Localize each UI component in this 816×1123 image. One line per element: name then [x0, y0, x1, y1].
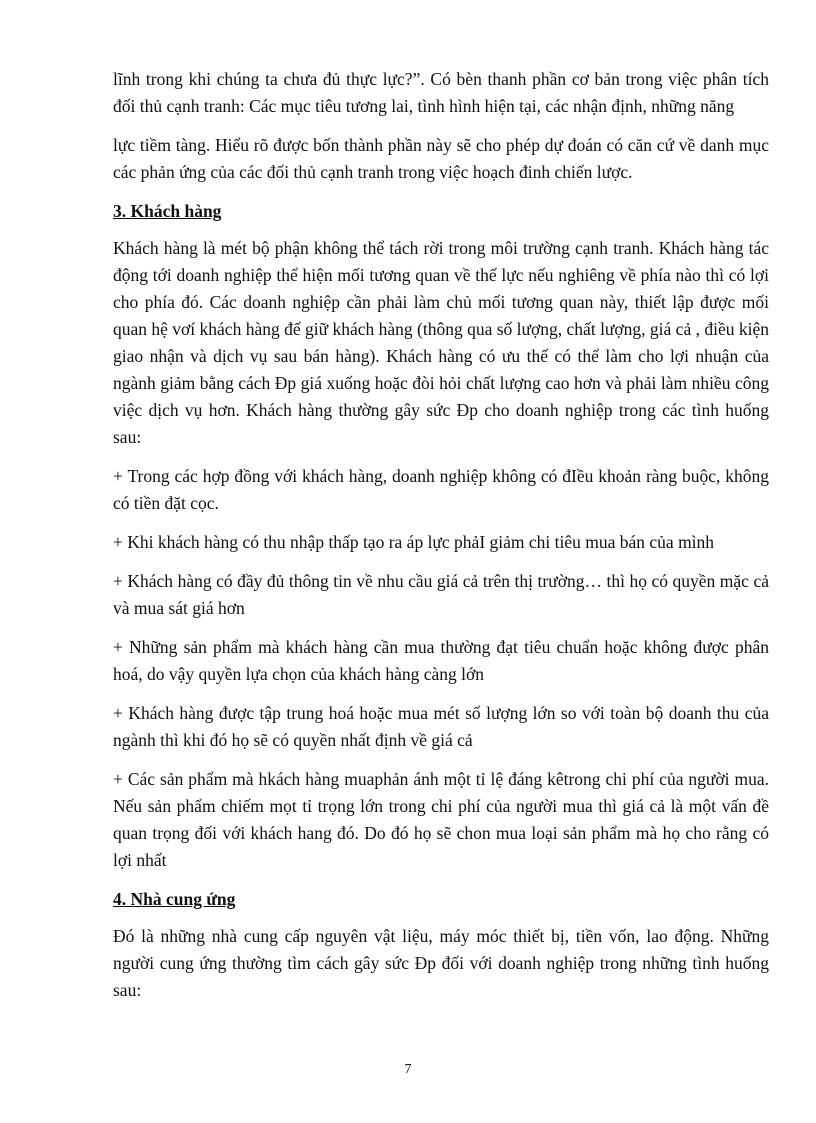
document-body: [113, 66, 769, 1016]
paragraph-potential-capabilities: lực tiềm tàng. Hiểu rõ được bốn thành phần này sẽ cho phép dự đoán có căn cứ về danh mục các phản ứng của các đối thủ cạnh tranh trong việc hoạch đinh chiến lược.: [113, 135, 769, 182]
bullet-item-standard-products: + Những sản phẩm mà khách hàng cần mua thường đạt tiêu chuẩn hoặc không được phân hoá, do vậy quyền lựa chọn của khách hàng càng lớn: [113, 637, 769, 684]
bullet-item-significant-cost: + Các sản phẩm mà hkách hàng muaphản ánh một tỉ lệ đáng kêtrong chi phí của người mua. Nếu sản phẩm chiếm mọt tỉ trọng lớn trong chi phí của người mua thì giá cả là một vấn đề quan trọng đối với khách hang đó. Do đó họ sẽ chon mua loại sản phẩm mà họ cho rằng có lợi nhất: [113, 769, 769, 870]
paragraph-customers: Khách hàng là mét bộ phận không thể tách rời trong môi trường cạnh tranh. Khách hàng tác động tới doanh nghiệp thể hiện mối tương quan về thế lực nếu nghiêng về phía nào thì có lợi cho phía đó. Các doanh nghiệp cần phải làm chủ mối tương quan này, thiết lập được mối quan hệ vơí khách hàng để giữ khách hàng (thông qua số lượng, chất lượng, giá cả , điều kiện giao nhận và dịch vụ sau bán hàng). Khách hàng có ưu thế có thể làm cho lợi nhuận của ngành giảm bằng cách Đp giá xuống hoặc đòi hỏi chất lượng cao hơn và phải làm nhiều công việc dịch vụ hơn. Khách hàng thường gây sức Đp cho doanh nghiệp trong các tình huống sau:: [113, 238, 769, 447]
section-heading-suppliers: 4. Nhà cung ứng: [113, 889, 236, 909]
bullet-item-concentrated-buyers: + Khách hàng được tập trung hoá hoặc mua mét số lượng lớn so với toàn bộ doanh thu của ngành thì khi đó họ sẽ có quyền nhất định về giá cả: [113, 703, 769, 750]
bullet-item-full-information: + Khách hàng có đầy đủ thông tin về nhu cầu giá cả trên thị trường… thì họ có quyền mặc cả và mua sát giá hơn: [113, 571, 769, 618]
paragraph-competitor-analysis: lĩnh trong khi chúng ta chưa đủ thực lực?”. Có bèn thanh phần cơ bản trong việc phân tích đối thủ cạnh tranh: Các mục tiêu tương lai, tình hình hiện tại, các nhận định, những năng: [113, 69, 769, 116]
paragraph-suppliers: Đó là những nhà cung cấp nguyên vật liệu, máy móc thiết bị, tiền vốn, lao động. Những người cung ứng thường tìm cách gây sức Đp đối với doanh nghiệp trong những tình huống sau:: [113, 926, 769, 1000]
section-heading-customers: 3. Khách hàng: [113, 201, 222, 221]
bullet-item-low-income: + Khi khách hàng có thu nhập thấp tạo ra áp lực phảI giảm chi tiêu mua bán của mình: [113, 532, 715, 552]
page-number: 7: [404, 1062, 412, 1077]
bullet-item-contracts: + Trong các hợp đồng với khách hàng, doanh nghiệp không có đIều khoản ràng buộc, không có tiền đặt cọc.: [113, 466, 769, 513]
